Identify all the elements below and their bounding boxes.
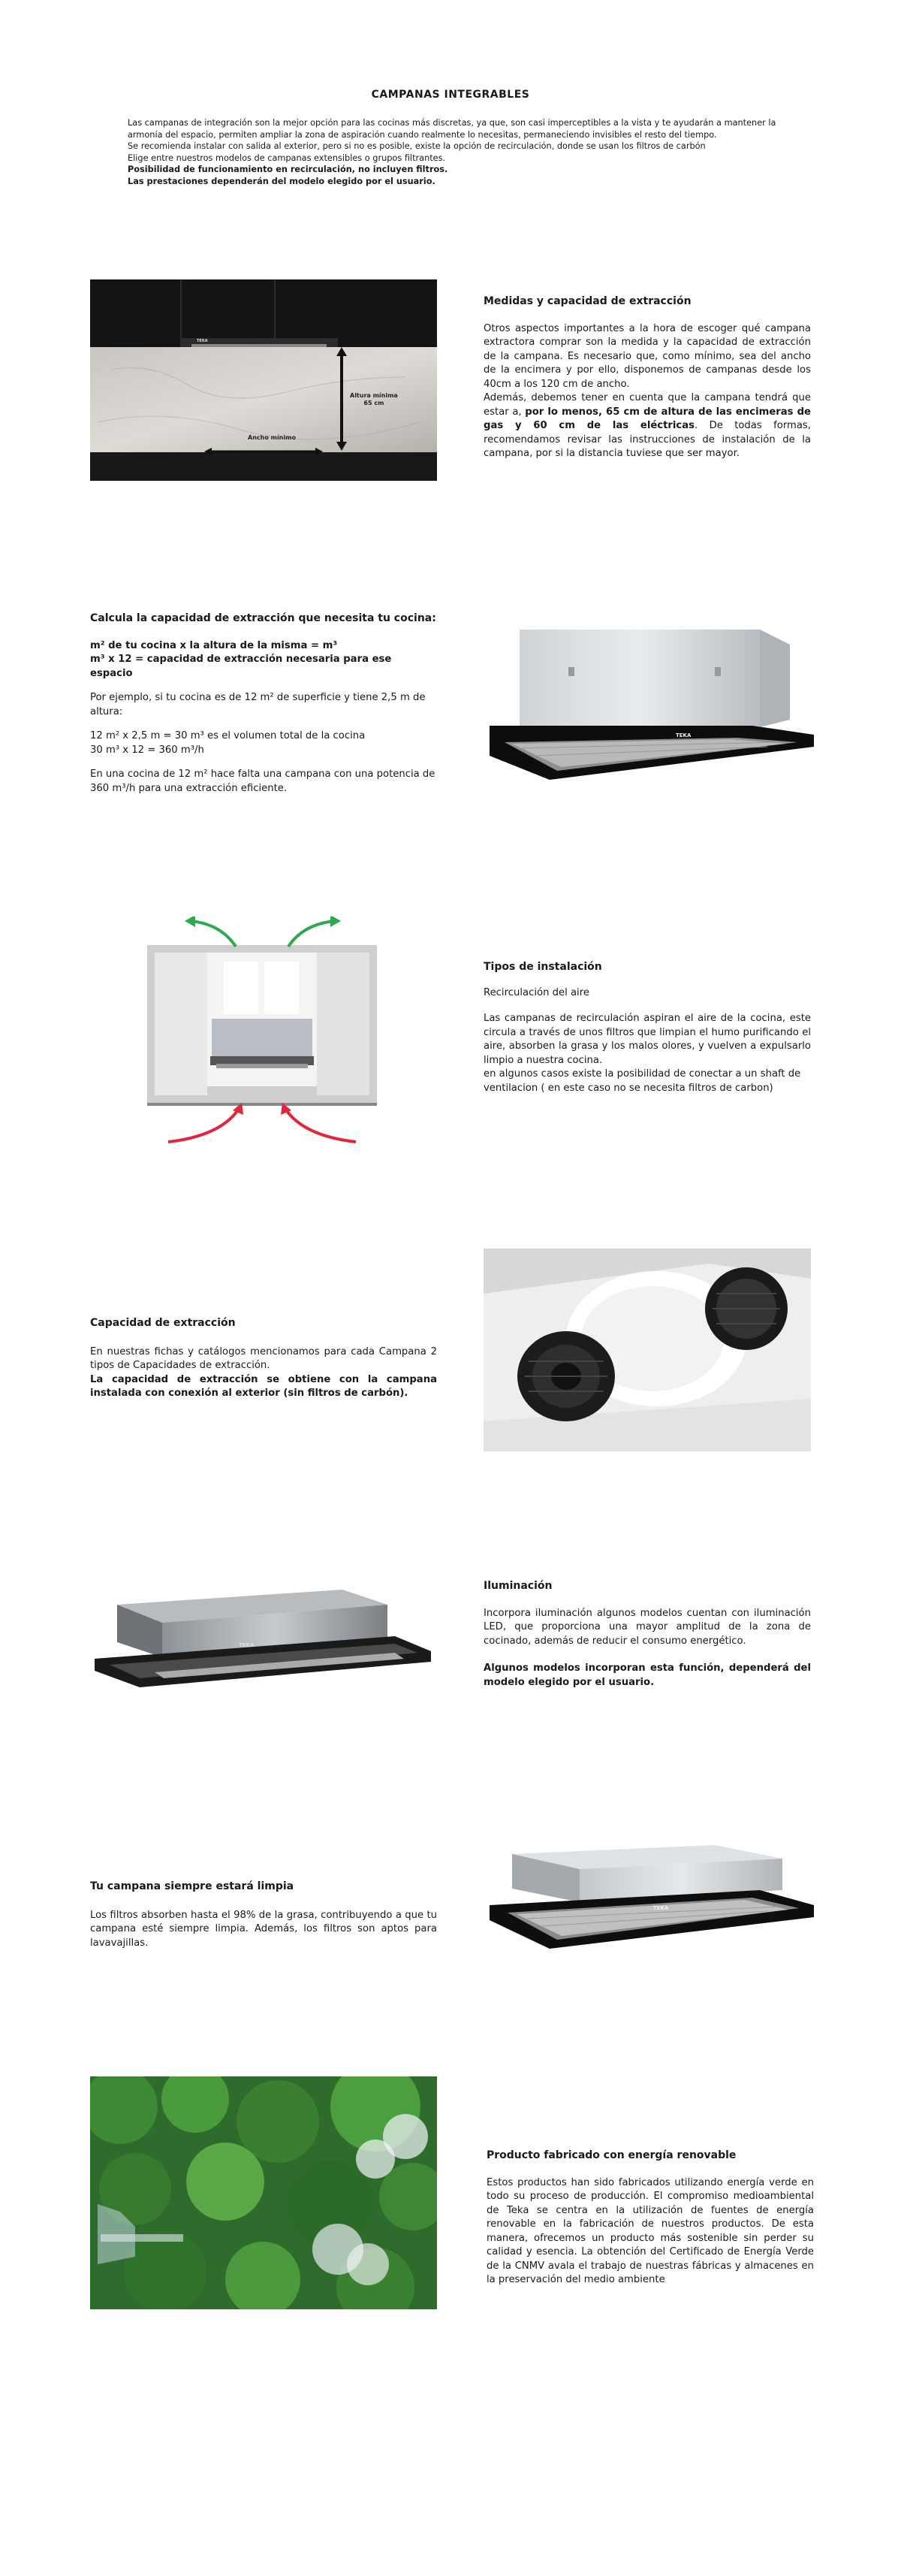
intro-line: armonía del espacio, permiten ampliar la zona de aspiración cuando realmente lo necesitas, permaneciendo invisibles el resto del tiempo. [128,129,717,140]
sec5-text [484,1579,811,1690]
hood-installed-image [90,279,437,481]
sec3-p2: en algunos casos existe la posibilidad de conectar a un shaft de ventilacion ( en este caso no se necesita filtros de carbon) [484,1068,801,1094]
brand-logo: TEKA [197,339,208,343]
intro-line: Las campanas de integración son la mejor opción para las cocinas más discretas, ya que, son casi imperceptibles a la vista y te ayudarán a mantener la [128,118,776,128]
sec4-text [90,1316,437,1401]
width-arrow-icon [204,444,323,451]
sec2-text [90,612,437,796]
sec3-p1: Las campanas de recirculación aspiran el aire de la cocina, este circula a través de unos filtros que limpian el humo purificando el aire, absorben la grasa y los malos olores, y vuelven a expulsarlo limpio a nuestra cocina. [484,1013,811,1066]
brand-logo: TEKA [653,1905,669,1911]
brand-logo: TEKA [239,1642,255,1648]
sec5-title: Iluminación [484,1580,553,1592]
sec6-text [90,1880,437,1950]
sec1-p2-c: . De todas formas, recomendamos revisar las instrucciones de instalación de la campana, por si la distancia tuviese que ser mayor. [484,420,811,459]
hood-product-image-1 [490,630,814,780]
hood-led-image [95,1590,432,1695]
hood-product-image-2 [490,1845,814,1958]
intro-bold-line: Posibilidad de funcionamiento en recirculación, no incluyen filtros. [128,165,448,175]
sec7-text [487,2149,814,2288]
brand-logo: TEKA [676,732,692,738]
sec2-calc-2: 30 m³ x 12 = 360 m³/h [90,744,204,756]
intro-line: Elige entre nuestros modelos de campanas extensibles o grupos filtrantes. [128,153,446,163]
intro-line: Se recomienda instalar con salida al exterior, pero si no es posible, existe la opción de recirculación, donde se usan los filtros de carbón [128,141,706,152]
sec5-p2: Algunos modelos incorporan esta función, dependerá del modelo elegido por el usuario. [484,1662,811,1688]
sec4-p1: En nuestras fichas y catálogos mencionamos para cada Campana 2 tipos de Capacidades de extracción. [90,1345,437,1371]
sec4-title: Capacidad de extracción [90,1317,236,1329]
sec3-subtitle: Recirculación del aire [484,986,589,998]
sec3-text [484,960,811,1095]
sec2-formula-1: m² de tu cocina x la altura de la misma = m³ [90,639,338,651]
sec5-p1: Incorpora iluminación algunos modelos cuentan con iluminación LED, que proporciona una mayor amplitud de la zona de cocinado, además de reducir el consumo energético. [484,1607,811,1647]
width-label: Ancho mínimo [248,434,296,441]
sec3-title: Tipos de instalación [484,961,602,973]
height-label [350,392,398,407]
sec1-title: Medidas y capacidad de extracción [484,295,692,307]
sec1-p1: Otros aspectos importantes a la hora de escoger qué campana extractora comprar son la medida y la capacidad de extracción de la campana. Es necesario que, como mínimo, sea del ancho de la encimera y por ello, disponemos de campanas desde los 40cm a los 120 cm de ancho. [484,322,811,390]
sec1-text [484,294,811,461]
sec2-p1: Por ejemplo, si tu cocina es de 12 m² de superficie y tiene 2,5 m de altura: [90,692,426,717]
forest-aerial-image [90,2076,437,2309]
sec7-title: Producto fabricado con energía renovable [487,2149,737,2161]
intro-bold-line: Las prestaciones dependerán del modelo elegido por el usuario. [128,176,435,186]
sec7-p1: Estos productos han sido fabricados utilizando energía verde en todo su proceso de producción. El compromiso medioambiental de Teka se centra en la utilización de fuentes de energía renovable en la fabricación de nuestros productos. De esta manera, ofrecemos un producto más sostenible sin perder su calidad y esencia. La obtención del Certificado de Energía Verde de la CNMV avala el trabajo de nuestras fábricas y almacenes en la preservación del medio ambiente [487,2176,814,2285]
recirculation-diagram [138,917,386,1149]
intro-title: CAMPANAS INTEGRABLES [371,89,530,101]
sec6-p1: Los filtros absorben hasta el 98% de la grasa, contribuyendo a que tu campana esté siempre limpia. Además, los filtros son aptos para lavavajillas. [90,1909,437,1949]
sec1-p2-bold: por lo menos, 65 cm de altura de las encimeras de gas y 60 cm de las eléctricas [484,406,811,431]
sec1-p2-a: Además, debemos tener en cuenta que la campana tendrá que estar a, [484,392,811,418]
sec2-title: Calcula la capacidad de extracción que necesita tu cocina: [90,612,436,624]
sec2-calc-1: 12 m² x 2,5 m = 30 m³ es el volumen total de la cocina [90,730,366,741]
sec2-p2: En una cocina de 12 m² hace falta una campana con una potencia de 360 m³/h para una extracción eficiente. [90,769,435,794]
sec1-p2 [484,391,811,461]
height-label-value: 65 cm [363,400,384,406]
height-label-line: Altura mínima [350,392,398,399]
motor-filter-image [484,1249,811,1451]
sec2-formula-2: m³ x 12 = capacidad de extracción necesaria para ese espacio [90,654,392,679]
intro-text [128,117,788,188]
sec6-title: Tu campana siempre estará limpia [90,1880,294,1892]
sec4-p2: La capacidad de extracción se obtiene con la campana instalada con conexión al exterior (sin filtros de carbón). [90,1373,437,1399]
